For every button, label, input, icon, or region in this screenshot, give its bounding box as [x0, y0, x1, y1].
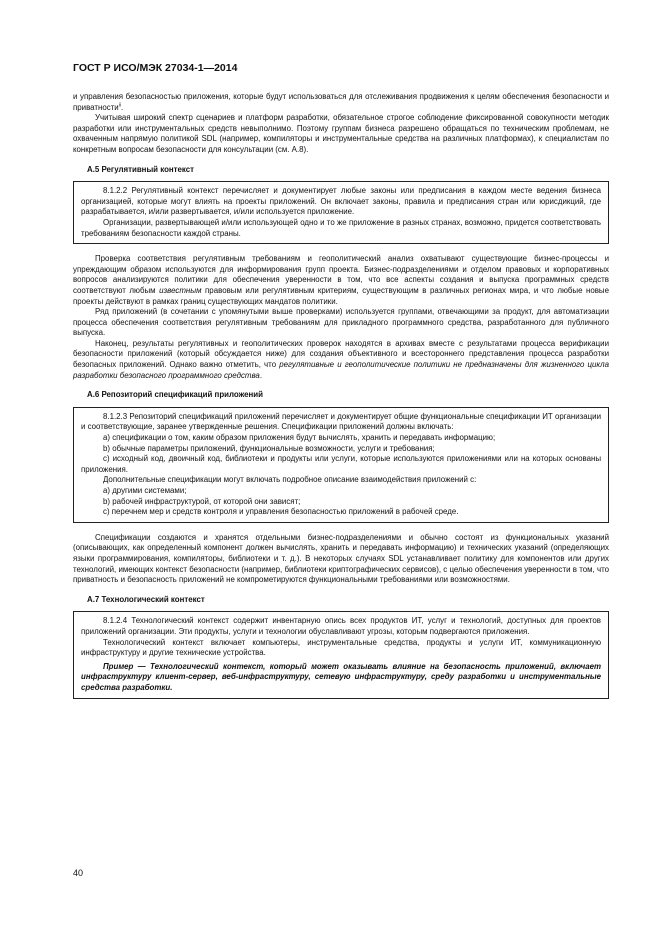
section-heading-a7: А.7 Технологический контекст — [87, 594, 205, 604]
box-paragraph: 8.1.2.4 Технологический контекст содержит инвентарную опись всех продуктов ИТ, услуг и технологий, доступных для проектов приложений организации. Эти продукты, услуги и технологии обуславливают угрозы, которым подвергаются приложения. — [81, 616, 601, 636]
list-item: c) перечнем мер и средств контроля и управления безопасностью приложений в рабочей среде. — [103, 507, 459, 517]
box-paragraph: 8.1.2.2 Регулятивный контекст перечисляет и документирует любые законы или предписания в каждом месте ведения бизнеса организацией, которые могут влиять на проекты приложений. Он включает законы, правила и предписания стран или юрисдикций, где разрабатывается, и/или развертывается, и/или используется приложение. — [81, 186, 601, 217]
box-paragraph: 8.1.2.3 Репозиторий спецификаций приложений перечисляет и документирует общие функциональные спецификации ИТ организации и соответствующие, заранее утвержденные решения. Спецификации приложений должны включать: — [81, 411, 601, 432]
example-note: Пример — Технологический контекст, который может оказывать влияние на безопасность приложений, включает инфраструктуру клиент-сервер, веб-инфраструктуру, сетевую инфраструктуру, среду разработки и инструментальные средства разработки. — [81, 661, 601, 692]
page-number: 40 — [73, 868, 84, 878]
document-header: ГОСТ Р ИСО/МЭК 27034-1—2014 — [73, 62, 238, 74]
box-paragraph: Технологический контекст включает компьютеры, инструментальные средства, продукты и услуги ИТ, коммуникационную инфраструктуру и другие технические устройства. — [81, 637, 601, 658]
paragraph: Проверка соответствия регулятивным требованиям и геополитический анализ охватывают существующие бизнес-процессы и упреждающим образом используются для информирования групп проекта. Бизнес-подразделениями и отделом правовых и корпоративных вопросов анализируются политики для обеспечения уверенности в том, что все аспекты создания и выпуска программных средств соответствуют любым известным правовым или регулятивным критериям, существующим в различных регионах мира, и что любые новые проекты действуют в рамках границ существующих мандатов политики. — [73, 254, 609, 306]
list-item: b) обычные параметры приложений, функциональные возможности, услуги и требования; — [103, 443, 435, 453]
box-paragraph: Дополнительные спецификации могут включать подробное описание взаимодействия приложений с: — [103, 475, 477, 485]
footnote-ref: ii — [118, 101, 121, 108]
quote-box-a5 — [73, 181, 609, 244]
box-paragraph: Организации, развертывающей и/или использующей одно и то же приложение в разных странах, возможно, придется соответствовать требованиям безопасности каждой страны. — [81, 217, 601, 238]
quote-box-a7 — [73, 611, 609, 698]
section-heading-a6: А.6 Репозиторий спецификаций приложений — [87, 390, 263, 400]
list-item: c) исходный код, двоичный код, библиотеки и продукты или услуги, которые используются приложениями или на которых основаны приложения. — [81, 454, 601, 474]
paragraph: Спецификации создаются и хранятся отдельными бизнес-подразделениями и обычно состоят из функциональных указаний (описывающих, как определенный компонент должен вычислять, хранить и передавать информацию) и технических указаний (определяющих языки программирования, компиляторы, библиотеки и т. д.). В некоторых случаях SDL устанавливает политику для компонентов или других технологий, имеющих контекст безопасности (например, библиотеки криптографических сервисов), с целью обеспечения уверенности в том, что приватность и безопасность приложений не компрометируются функциональными требованиями или возможностями. — [73, 532, 609, 585]
section-heading-a5: А.5 Регулятивный контекст — [87, 164, 195, 174]
list-item: a) другими системами; — [103, 486, 187, 495]
intro-paragraph-1: и управления безопасностью приложения, которые будут использоваться для отслеживания продвижения к целям обеспечения безопасности и приватности$^{ii}$. — [73, 92, 609, 112]
page-body — [73, 92, 609, 709]
paragraph: Наконец, результаты регулятивных и геополитических проверок находятся в архивах вместе с результатами процесса верификации безопасности приложений (который обсуждается ниже) для создания объективного и всестороннего представления процесса разработки безопасных приложений. Однако важно отметить, что регулятивные и геополитические политики не предназначены для жизненного цикла разработки безопасного программного средства. — [73, 338, 609, 380]
list-item: b) рабочей инфраструктурой, от которой они зависят; — [103, 496, 301, 506]
quote-box-a6 — [73, 407, 609, 523]
paragraph: Ряд приложений (в сочетании с упомянутыми выше проверками) используется группами, отвечающими за продукт, для автоматизации процесса обеспечения соответствия регулятивным требованиям для прикладного программного средства, разработанного для публичного выпуска. — [73, 307, 609, 338]
intro-paragraph-2: Учитывая широкий спектр сценариев и платформ разработки, обязательное строгое соблюдение фиксированной совокупности методик разработки или инструментальных средств невыполнимо. Поэтому группам бизнеса разрешено обращаться по техническим проблемам, не охваченным напрямую политикой SDL (например, компиляторы и инструментальные средства на различных платформах), к специалистам по конкретным вопросам безопасности для консультации (см. А.8). — [73, 113, 609, 154]
list-item: a) спецификации о том, каким образом приложения будут вычислять, хранить и передавать информацию; — [103, 433, 496, 443]
